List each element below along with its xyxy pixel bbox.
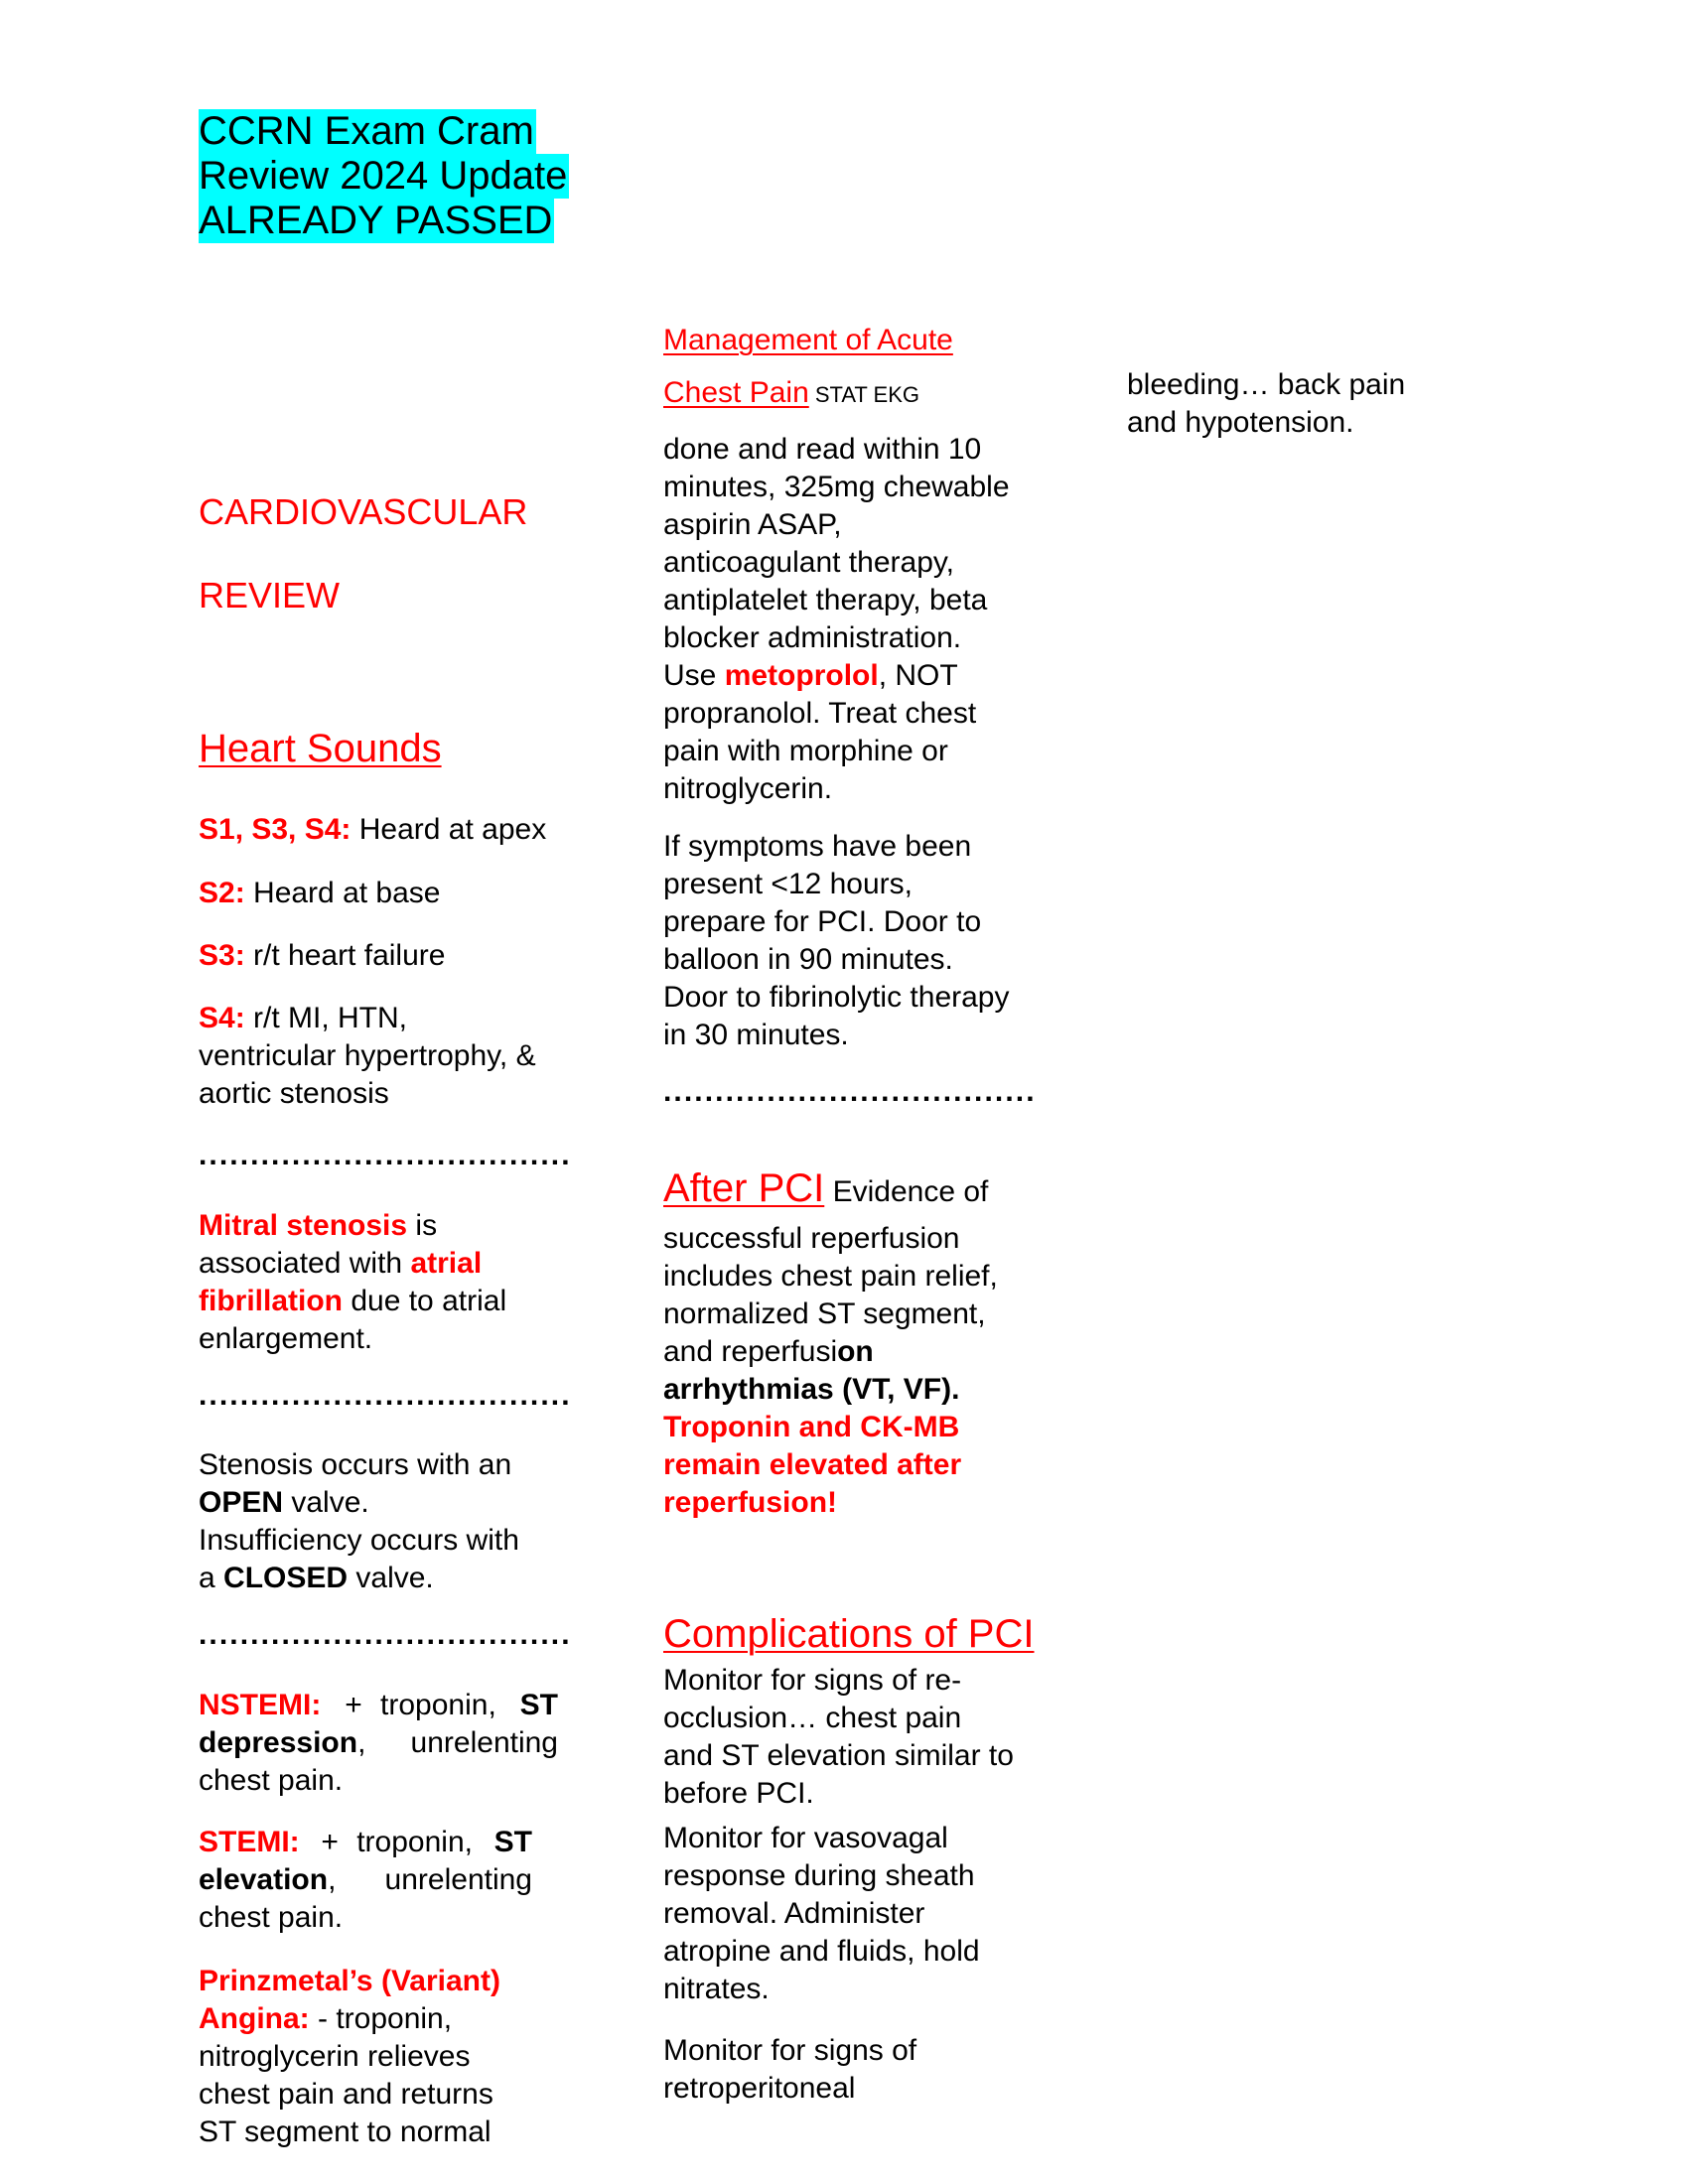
label: S1, S3, S4: <box>199 813 352 846</box>
complications-p1: Monitor for signs of re- occlusion… chest pain and ST elevation similar to before PCI. <box>663 1664 1014 1810</box>
title-line-1: CCRN Exam Cram <box>199 109 534 153</box>
separator: .................................... <box>663 1075 1037 1108</box>
heading-chest-pain: Chest Pain <box>663 376 809 409</box>
heading-heart-sounds: Heart Sounds <box>199 727 442 770</box>
heart-sound-s1-s3-s4 <box>199 811 546 849</box>
title-line-2: Review 2024 Update <box>199 154 568 198</box>
heart-sound-s3 <box>199 937 445 975</box>
stat-ekg: STAT EKG <box>808 382 919 407</box>
text-2: ventricular hypertrophy, & <box>199 1039 536 1072</box>
text: r/t heart failure <box>244 939 446 972</box>
mitral-stenosis-note: Mitral stenosis is associated with atrial fibrillation due to atrial enlargement. <box>199 1209 507 1355</box>
section-title-cardiovascular: CARDIOVASCULAR <box>199 491 528 532</box>
nstemi-note: NSTEMI: + troponin, ST depression, unrelenting chest pain. <box>199 1689 558 1797</box>
pci-timing-body: If symptoms have been present <12 hours, prepare for PCI. Door to balloon in 90 minutes. Door to fibrinolytic therapy in 30 minutes. <box>663 830 1010 1051</box>
stemi-note: STEMI: + troponin, ST elevation, unrelenting chest pain. <box>199 1826 532 1934</box>
valve-note: Stenosis occurs with an OPEN valve. Insufficiency occurs with a CLOSED valve. <box>199 1448 519 1594</box>
text: Heard at base <box>244 877 441 909</box>
label: S4: <box>199 1002 245 1034</box>
after-pci-body: successful reperfusion includes chest pain relief, normalized ST segment, and reperfusion arrhythmias (VT, VF). Troponin and CK-MB remain elevated after reperfusion! <box>663 1222 998 1519</box>
after-pci-heading-line: After PCI Evidence of <box>663 1166 989 1210</box>
heart-sound-s2 <box>199 875 440 912</box>
heading-complications-pci: Complications of PCI <box>663 1612 1035 1656</box>
text: Heard at apex <box>351 813 547 846</box>
text: r/t MI, HTN, <box>244 1002 408 1034</box>
label: S3: <box>199 939 245 972</box>
section-title-review: REVIEW <box>199 575 341 615</box>
right-column-continuation: bleeding… back pain and hypotension. <box>1127 368 1406 439</box>
separator: .................................... <box>199 1379 572 1412</box>
prinzmetal-note: Prinzmetal’s (Variant) Angina: - troponin, nitroglycerin relieves chest pain and returns ST segment to normal <box>199 1965 500 2148</box>
label: S2: <box>199 877 245 909</box>
heading-chest-pain-line <box>663 374 919 414</box>
heading-after-pci: After PCI <box>663 1166 825 1210</box>
document-title <box>199 109 569 243</box>
separator: .................................... <box>199 1618 572 1651</box>
acute-chest-pain-body: done and read within 10 minutes, 325mg chewable aspirin ASAP, anticoagulant therapy, antiplatelet therapy, beta blocker administration. Use metoprolol, NOT propranolol. Treat chest pain with morphine or nitroglycerin. <box>663 433 1010 805</box>
term-fibrillation: fibrillation <box>199 1285 343 1317</box>
complications-p2: Monitor for vasovagal response during sheath removal. Administer atropine and fluids, hold nitrates. <box>663 1822 980 2005</box>
term-metoprolol: metoprolol <box>724 659 879 692</box>
heading-management-acute: Management of Acute <box>663 324 953 356</box>
heart-sound-s4 <box>199 1000 536 1113</box>
title-line-3: ALREADY PASSED <box>199 199 553 242</box>
term-mitral-stenosis: Mitral stenosis <box>199 1209 408 1242</box>
text-3: aortic stenosis <box>199 1077 389 1110</box>
complications-p3: Monitor for signs of retroperitoneal <box>663 2034 917 2105</box>
separator: .................................... <box>199 1139 572 1171</box>
term-atrial: atrial <box>410 1247 483 1280</box>
